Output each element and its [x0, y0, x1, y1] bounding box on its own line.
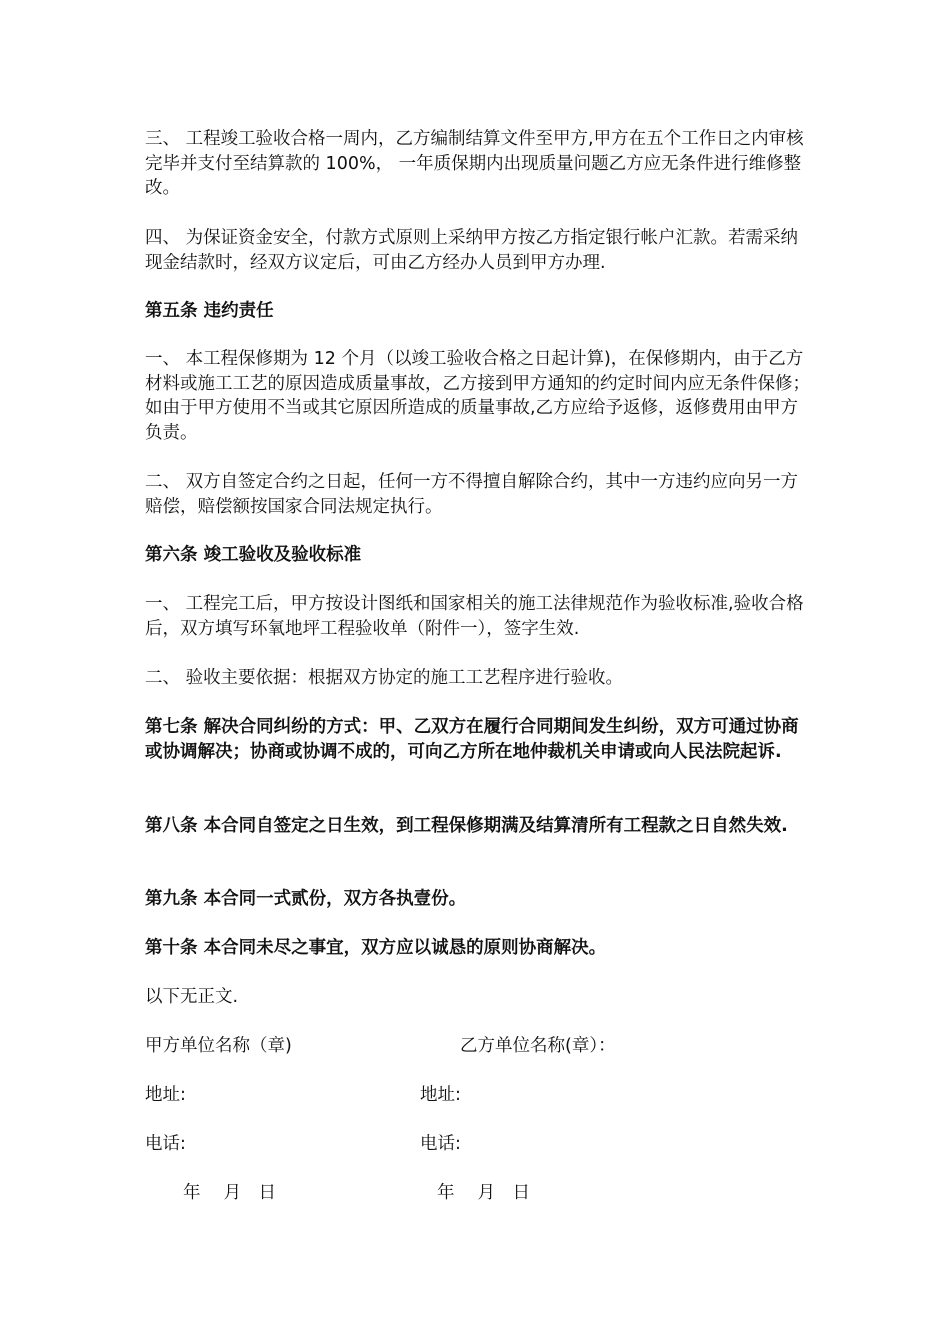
- party-a-address-label: 地址:: [145, 1085, 186, 1105]
- clause-paragraph-3: 三、 工程竣工验收合格一周内，乙方编制结算文件至甲方,甲方在五个工作日之内审核完毕并支付至结算款的 100%， 一年质保期内出现质量问题乙方应无条件进行维修整改。: [145, 129, 804, 198]
- party-a-phone-label: 电话:: [145, 1134, 186, 1154]
- party-b-phone-label: 电话:: [420, 1134, 461, 1154]
- clause-paragraph-4: 四、 为保证资金安全，付款方式原则上采纳甲方按乙方指定银行帐户汇款。若需采纳现金结款时，经双方议定后，可由乙方经办人员到甲方办理.: [145, 228, 799, 273]
- article-6-item-2: 二、 验收主要依据：根据双方协定的施工工艺程序进行验收。: [145, 668, 624, 688]
- article-9: 第九条 本合同一式贰份，双方各执壹份。: [145, 889, 467, 909]
- article-5-item-2: 二、 双方自签定合约之日起，任何一方不得擅自解除合约，其中一方违约应向另一方赔偿，赔偿额按国家合同法规定执行。: [145, 472, 799, 517]
- party-a-date: 年 月 日: [183, 1183, 277, 1203]
- end-of-text-note: 以下无正文.: [145, 987, 239, 1007]
- article-8: 第八条 本合同自签定之日生效，到工程保修期满及结算清所有工程款之日自然失效.: [145, 816, 788, 836]
- article-5-item-1: 一、 本工程保修期为 12 个月（以竣工验收合格之日起计算)，在保修期内，由于乙方材料或施工工艺的原因造成质量事故，乙方接到甲方通知的约定时间内应无条件保修；如由于甲方使用不当或其它原因所造成的质量事故,乙方应给予返修，返修费用由甲方负责。: [145, 349, 810, 443]
- party-b-name-label: 乙方单位名称(章）：: [460, 1036, 616, 1056]
- article-10: 第十条 本合同未尽之事宜，双方应以诚恳的原则协商解决。: [145, 938, 607, 958]
- party-b-date: 年 月 日: [437, 1183, 531, 1203]
- article-6-item-1: 一、 工程完工后，甲方按设计图纸和国家相关的施工法律规范作为验收标准,验收合格后，双方填写环氧地坪工程验收单（附件一），签字生效.: [145, 594, 804, 639]
- article-6-heading: 第六条 竣工验收及验收标准: [145, 545, 362, 565]
- party-b-address-label: 地址:: [420, 1085, 461, 1105]
- party-a-name-label: 甲方单位名称（章): [145, 1036, 292, 1056]
- article-5-heading: 第五条 违约责任: [145, 301, 274, 321]
- article-7: 第七条 解决合同纠纷的方式：甲、乙双方在履行合同期间发生纠纷，双方可通过协商或协调解决；协商或协调不成的，可向乙方所在地仲裁机关申请或向人民法院起诉.: [145, 717, 799, 762]
